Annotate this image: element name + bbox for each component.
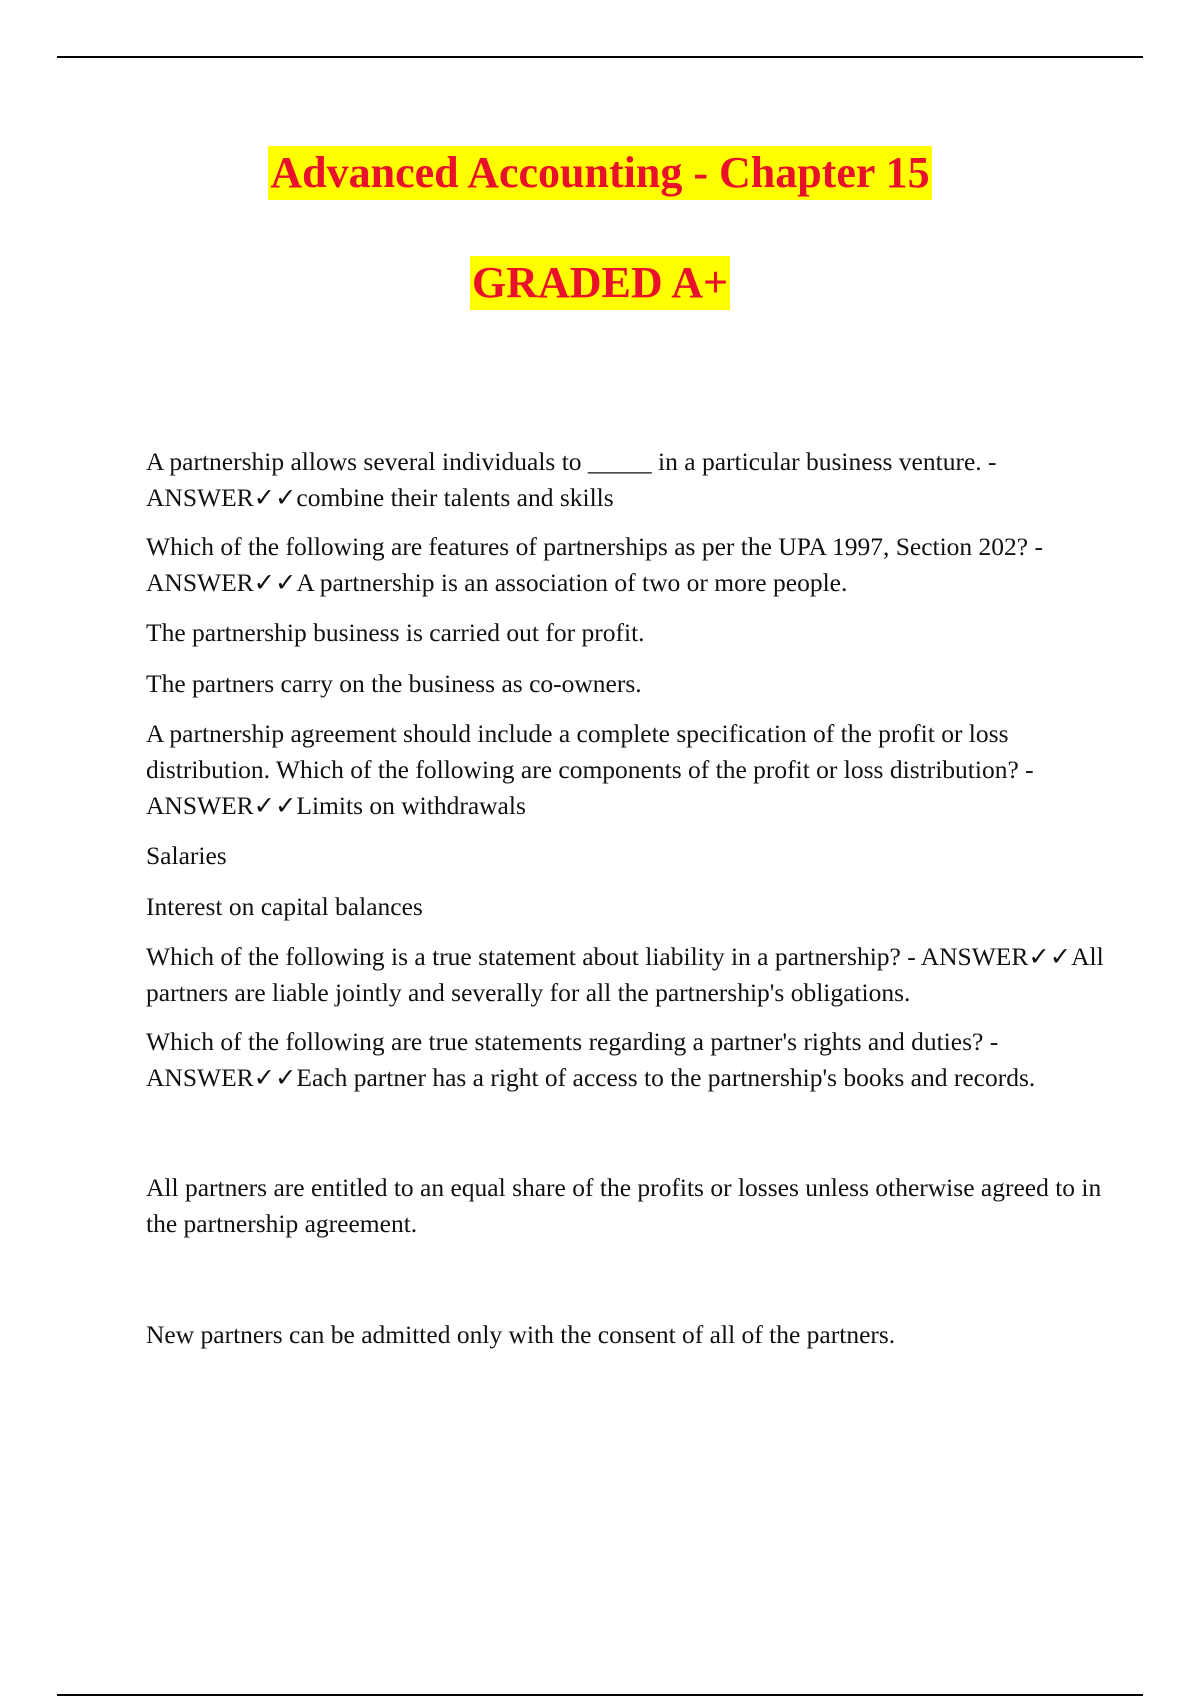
document-grade-title: GRADED A+	[470, 256, 730, 310]
document-body	[146, 444, 1106, 1367]
paragraph: Which of the following are features of partnerships as per the UPA 1997, Section 202? - ANSWER✓✓A partnership is an association of two or more people.	[146, 532, 1043, 597]
paragraph: Interest on capital balances	[146, 892, 423, 921]
document-title: Advanced Accounting - Chapter 15	[268, 146, 931, 200]
paragraph: A partnership allows several individuals to _____ in a particular business venture. - ANSWER✓✓combine their talents and skills	[146, 447, 997, 512]
paragraph: New partners can be admitted only with the consent of all of the partners.	[146, 1320, 896, 1349]
paragraph: The partnership business is carried out for profit.	[146, 618, 645, 647]
title-line-2-wrapper	[0, 256, 1200, 310]
paragraph: All partners are entitled to an equal share of the profits or losses unless otherwise agreed to in the partnership agreement.	[146, 1173, 1102, 1238]
paragraph: Which of the following is a true statement about liability in a partnership? - ANSWER✓✓All partners are liable jointly and severally for all the partnership's obligations.	[146, 942, 1104, 1007]
bottom-rule	[57, 1694, 1143, 1696]
paragraph: Salaries	[146, 841, 227, 870]
paragraph: A partnership agreement should include a complete specification of the profit or loss distribution. Which of the following are components of the profit or loss distribution? - ANSWER✓✓Limits on withdrawals	[146, 719, 1034, 820]
title-line-1-wrapper	[0, 146, 1200, 200]
paragraph: The partners carry on the business as co-owners.	[146, 669, 642, 698]
top-rule	[57, 56, 1143, 58]
paragraph: Which of the following are true statements regarding a partner's rights and duties? - ANSWER✓✓Each partner has a right of access to the partnership's books and records.	[146, 1027, 1036, 1092]
